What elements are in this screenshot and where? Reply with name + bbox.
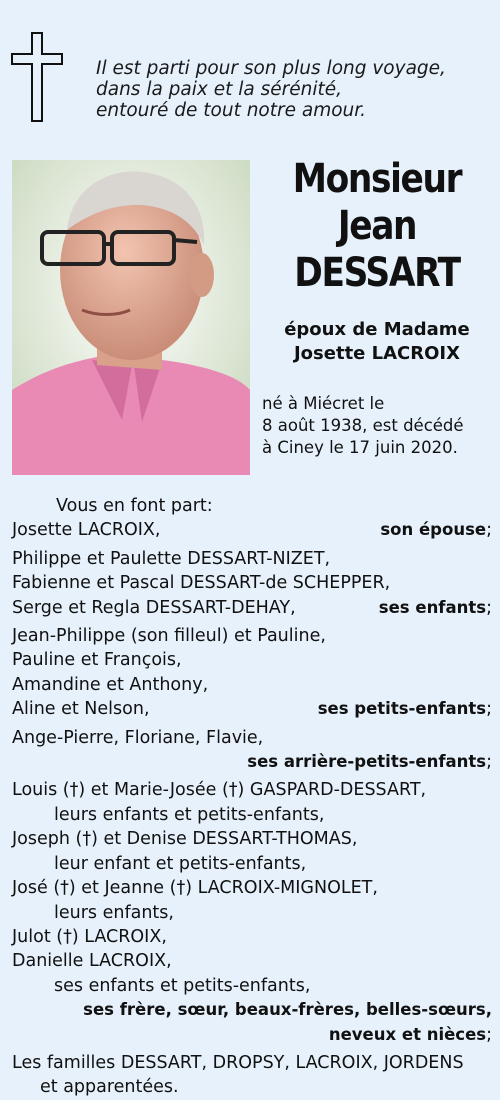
relation-label: ses enfants [378,597,487,617]
list-item: Aline et Nelson, [12,699,150,720]
birth-line: à Ciney le 17 juin 2020. [262,438,458,457]
list-item: Louis (†) et Marie-Josée (†) GASPARD-DESSART, [12,780,427,801]
portrait-photo [12,160,250,475]
cross-icon [10,32,64,122]
list-item: leurs enfants, [54,902,174,923]
list-item: Josette LACROIX, [12,520,161,541]
list-item: Ange-Pierre, Floriane, Flavie, [12,727,264,748]
list-item: Les familles DESSART, DROPSY, LACROIX, JORDENS [12,1052,464,1073]
list-item: Julot (†) LACROIX, [12,926,167,947]
family-group-wife: Josette LACROIX, son épouse; [12,518,492,542]
family-group-grandchildren: Aline et Nelson, ses petits-enfants; [12,697,492,721]
list-item: leurs enfants et petits-enfants, [54,804,325,825]
name-last: DESSART [294,250,460,296]
list-item: Fabienne et Pascal DESSART-de SCHEPPER, [12,573,391,594]
birth-death-info [262,393,490,459]
list-item: et apparentées. [40,1077,179,1098]
list-item: Serge et Regla DESSART-DEHAY, [12,597,296,618]
list-item: leur enfant et petits-enfants, [54,853,307,874]
quote-line: Il est parti pour son plus long voyage, [96,58,446,79]
family-list [12,494,492,1100]
intro-text: Vous en font part: [56,496,213,516]
list-item: Danielle LACROIX, [12,951,172,972]
relation-label: ses arrière-petits-enfants [247,752,487,772]
list-item: ses enfants et petits-enfants, [54,975,311,996]
spouse-line: Josette LACROIX [293,343,461,364]
relation-label: son épouse [380,520,487,540]
family-group-children: Serge et Regla DESSART-DEHAY, ses enfants; [12,596,492,620]
list-item: Philippe et Paulette DESSART-NIZET, [12,548,331,569]
list-item: Pauline et François, [12,650,182,671]
relation-label: neveux et nièces [328,1024,487,1044]
deceased-name [262,156,492,297]
epitaph-quote [96,58,491,121]
name-title: Monsieur [292,156,462,202]
spouse-line: époux de Madame [284,319,470,340]
family-group-great-grandchildren: ses arrière-petits-enfants; [247,752,492,773]
quote-line: dans la paix et la sérénité, [96,79,342,100]
list-item: Amandine et Anthony, [12,674,209,695]
relation-label: ses frère, sœur, beaux-frères, belles-sœurs, [83,1000,492,1020]
relation-label-nephews: neveux et nièces; [328,1024,492,1045]
list-item: Joseph (†) et Denise DESSART-THOMAS, [12,829,358,850]
name-first: Jean [337,203,417,249]
birth-line: né à Miécret le [262,394,385,413]
relation-label: ses petits-enfants [317,699,487,719]
birth-line: 8 août 1938, est décédé [262,416,464,435]
list-item: José (†) et Jeanne (†) LACROIX-MIGNOLET, [12,878,378,899]
list-item: Jean-Philippe (son filleul) et Pauline, [12,626,326,647]
spouse-info [262,318,492,366]
quote-line: entouré de tout notre amour. [96,100,367,121]
relation-label-siblings [12,998,492,1022]
